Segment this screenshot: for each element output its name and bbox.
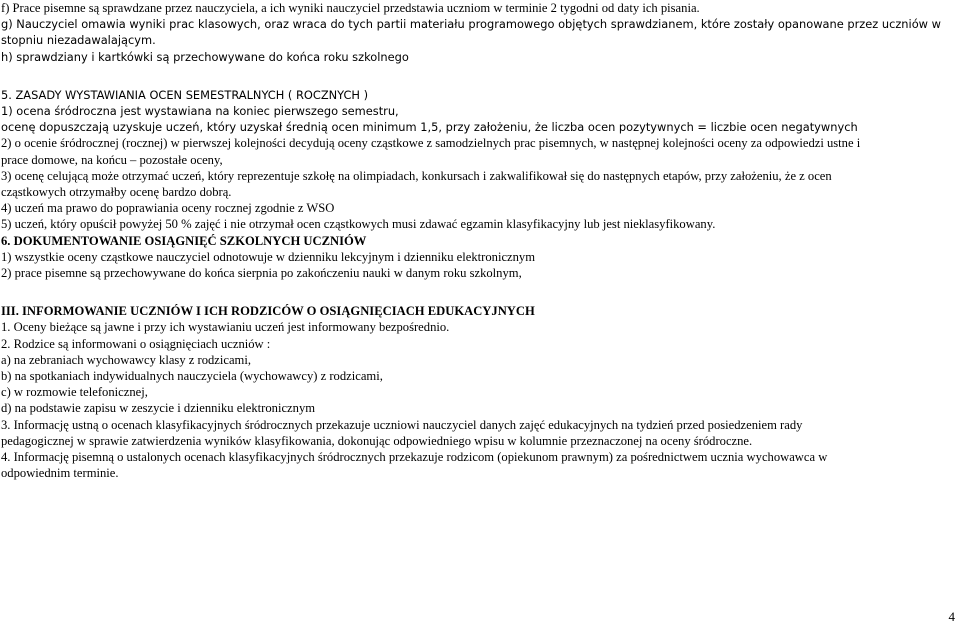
- section-5-line: prace domowe, na końcu – pozostałe oceny,: [1, 152, 223, 167]
- section-5-line: cząstkowych otrzymałby ocenę bardzo dobrą.: [1, 185, 232, 200]
- spacer: [1, 281, 953, 303]
- section-6-line: 2) prace pisemne są przechowywane do końca sierpnia po zakończeniu nauki w danym roku szkolnym,: [1, 266, 522, 281]
- section-III-line: a) na zebraniach wychowawcy klasy z rodzicami,: [1, 352, 252, 367]
- item-f: f) Prace pisemne są sprawdzane przez nauczyciela, a ich wyniki nauczyciel przedstawia uczniom w terminie 2 tygodni od daty ich pisania.: [1, 1, 700, 15]
- document-content: [1, 0, 953, 481]
- section-III-line: 2. Rodzice są informowani o osiągnięciach uczniów :: [1, 336, 271, 351]
- section-III-line: c) w rozmowie telefonicznej,: [1, 385, 148, 400]
- section-III-line: 3. Informację ustną o ocenach klasyfikacyjnych śródrocznych przekazuje uczniowi nauczyciel danych zajęć edukacyjnych na tydzień przed posiedzeniem rady: [1, 417, 803, 432]
- section-5-line: 3) ocenę celującą może otrzymać uczeń, który reprezentuje szkołę na olimpiadach, konkursach i zakwalifikował się do następnych etapów, przy założeniu, że z ocen: [1, 168, 832, 183]
- item-g: g) Nauczyciel omawia wyniki prac klasowych, oraz wraca do tych partii materiału programowego objętych sprawdzianem, które zostały opanowane przez uczniów w: [1, 17, 941, 32]
- section-III-line: 4. Informację pisemną o ustalonych ocenach klasyfikacyjnych śródrocznych przekazuje rodzicom (opiekunom prawnym) za pośrednictwem ucznia wychowawca w: [1, 450, 828, 465]
- section-6-line: 1) wszystkie oceny cząstkowe nauczyciel odnotowuje w dzienniku lekcyjnym i dzienniku elektronicznym: [1, 249, 536, 264]
- section-5-line: 5) uczeń, który opuścił powyżej 50 % zajęć i nie otrzymał ocen cząstkowych musi zdawać egzamin klasyfikacyjny lub jest nieklasyfikowany.: [1, 217, 716, 232]
- page-number: 4: [948, 609, 955, 624]
- section-III-line: pedagogicznej w sprawie zatwierdzenia wyników klasyfikowania, dokonując odpowiedniego wpisu w kolumnie przeznaczonej na oceny śródroczne.: [1, 433, 753, 448]
- item-g-continued: stopniu niezadawalającym.: [1, 33, 156, 48]
- section-5-heading: 5. ZASADY WYSTAWIANIA OCEN SEMESTRALNYCH ( ROCZNYCH ): [1, 87, 369, 102]
- item-h: h) sprawdziany i kartkówki są przechowywane do końca roku szkolnego: [1, 49, 409, 64]
- section-6-heading: 6. DOKUMENTOWANIE OSIĄGNIĘĆ SZKOLNYCH UCZNIÓW: [1, 233, 367, 248]
- section-5-line: 4) uczeń ma prawo do poprawiania oceny rocznej zgodnie z WSO: [1, 201, 335, 216]
- spacer: [1, 65, 953, 87]
- section-5-line: 1) ocena śródroczna jest wystawiana na koniec pierwszego semestru,: [1, 104, 399, 119]
- section-5-line: 2) o ocenie śródrocznej (rocznej) w pierwszej kolejności decydują oceny cząstkowe z samodzielnych prac pisemnych, w następnej kolejności oceny za odpowiedzi ustne i: [1, 136, 861, 151]
- section-5-line: ocenę dopuszczają uzyskuje uczeń, który uzyskał średnią ocen minimum 1,5, przy założeniu, że liczba ocen pozytywnych = liczbie ocen negatywnych: [1, 120, 858, 135]
- section-III-line: odpowiednim terminie.: [1, 466, 119, 481]
- section-III-line: b) na spotkaniach indywidualnych nauczyciela (wychowawcy) z rodzicami,: [1, 369, 383, 384]
- section-III-line: 1. Oceny bieżące są jawne i przy ich wystawianiu uczeń jest informowany bezpośrednio.: [1, 320, 450, 335]
- section-III-line: d) na podstawie zapisu w zeszycie i dzienniku elektronicznym: [1, 401, 316, 416]
- section-III-heading: III. INFORMOWANIE UCZNIÓW I ICH RODZICÓW O OSIĄGNIĘCIACH EDUKACYJNYCH: [1, 304, 535, 319]
